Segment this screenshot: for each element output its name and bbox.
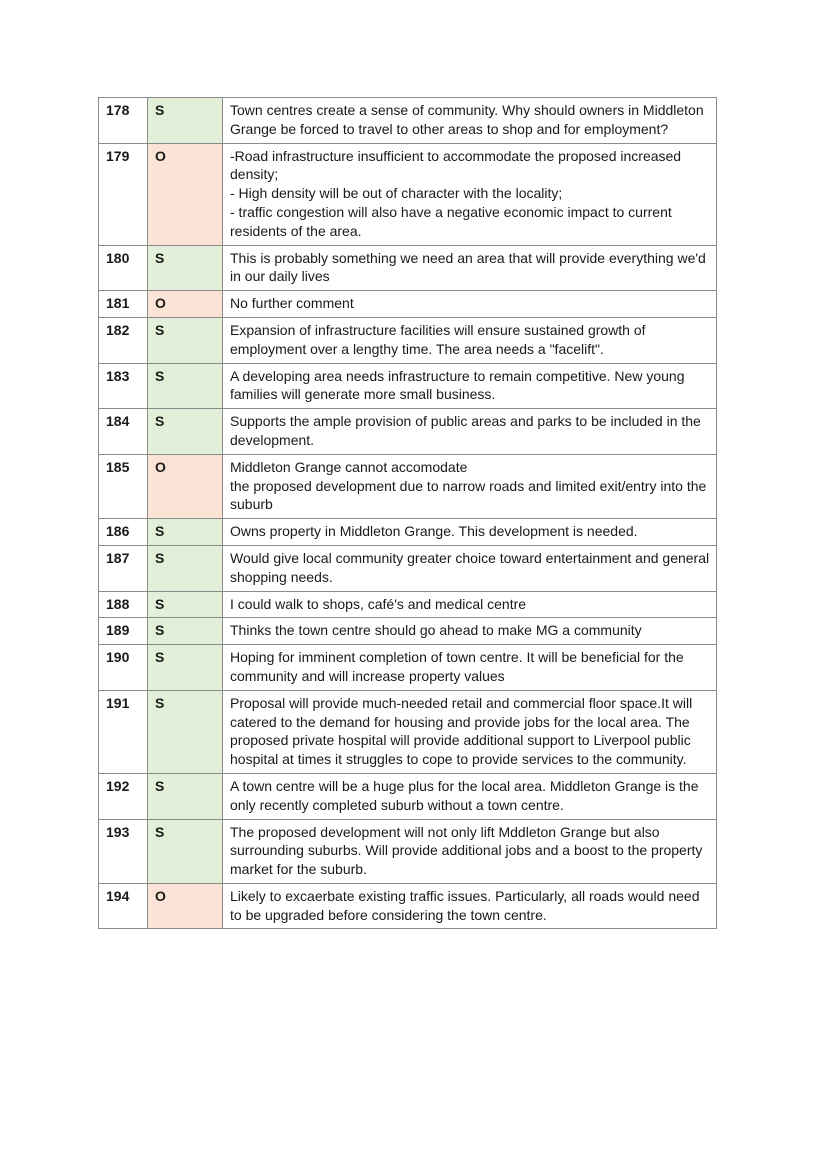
table-row [99, 591, 717, 618]
submission-number: 191 [99, 690, 148, 773]
submission-comment: This is probably something we need an area that will provide everything we'd in our daily lives [223, 245, 717, 291]
table-row [99, 690, 717, 773]
submission-number: 178 [99, 98, 148, 144]
submissions-table [98, 97, 717, 929]
submission-comment: A developing area needs infrastructure to remain competitive. New young families will generate more small business. [223, 363, 717, 409]
table-row [99, 454, 717, 518]
position-code: S [148, 98, 223, 144]
submission-number: 180 [99, 245, 148, 291]
position-code: S [148, 317, 223, 363]
table-row [99, 98, 717, 144]
position-code: S [148, 690, 223, 773]
submission-number: 183 [99, 363, 148, 409]
submission-number: 190 [99, 645, 148, 691]
position-code: O [148, 143, 223, 245]
submissions-table-body [99, 98, 717, 929]
table-row [99, 519, 717, 546]
table-row [99, 819, 717, 883]
submission-comment: A town centre will be a huge plus for the local area. Middleton Grange is the only recently completed suburb without a town centre. [223, 773, 717, 819]
position-code: S [148, 645, 223, 691]
submission-comment: Likely to excaerbate existing traffic issues. Particularly, all roads would need to be upgraded before considering the town centre. [223, 883, 717, 929]
position-code: S [148, 773, 223, 819]
submission-number: 185 [99, 454, 148, 518]
submission-comment: Middleton Grange cannot accomodate the proposed development due to narrow roads and limited exit/entry into the suburb [223, 454, 717, 518]
table-row [99, 773, 717, 819]
position-code: S [148, 363, 223, 409]
table-row [99, 291, 717, 318]
table-row [99, 409, 717, 455]
submission-number: 193 [99, 819, 148, 883]
position-code: S [148, 519, 223, 546]
submission-comment: Expansion of infrastructure facilities will ensure sustained growth of employment over a lengthy time. The area needs a "facelift". [223, 317, 717, 363]
submission-comment: Supports the ample provision of public areas and parks to be included in the development. [223, 409, 717, 455]
submission-number: 179 [99, 143, 148, 245]
table-row [99, 143, 717, 245]
submission-number: 192 [99, 773, 148, 819]
position-code: S [148, 819, 223, 883]
table-row [99, 317, 717, 363]
position-code: O [148, 291, 223, 318]
position-code: S [148, 618, 223, 645]
submission-number: 181 [99, 291, 148, 318]
submission-comment: Hoping for imminent completion of town centre. It will be beneficial for the community and will increase property values [223, 645, 717, 691]
table-row [99, 245, 717, 291]
submission-comment: Proposal will provide much-needed retail and commercial floor space.It will catered to the demand for housing and provide jobs for the local area. The proposed private hospital will provide additional support to Liverpool public hospital at times it struggles to cope to provide services to the community. [223, 690, 717, 773]
submission-comment: Would give local community greater choice toward entertainment and general shopping needs. [223, 545, 717, 591]
table-row [99, 883, 717, 929]
submission-number: 194 [99, 883, 148, 929]
submission-number: 189 [99, 618, 148, 645]
submission-number: 188 [99, 591, 148, 618]
table-row [99, 645, 717, 691]
submission-number: 182 [99, 317, 148, 363]
submission-comment: I could walk to shops, café's and medical centre [223, 591, 717, 618]
submission-number: 184 [99, 409, 148, 455]
submission-number: 186 [99, 519, 148, 546]
position-code: S [148, 409, 223, 455]
table-row [99, 363, 717, 409]
submission-comment: -Road infrastructure insufficient to accommodate the proposed increased density; - High density will be out of character with the locality; - traffic congestion will also have a negative economic impact to current residents of the area. [223, 143, 717, 245]
table-row [99, 618, 717, 645]
position-code: S [148, 591, 223, 618]
submission-comment: Thinks the town centre should go ahead to make MG a community [223, 618, 717, 645]
position-code: S [148, 545, 223, 591]
submission-comment: Town centres create a sense of community. Why should owners in Middleton Grange be forced to travel to other areas to shop and for employment? [223, 98, 717, 144]
submission-comment: Owns property in Middleton Grange. This development is needed. [223, 519, 717, 546]
table-row [99, 545, 717, 591]
position-code: O [148, 883, 223, 929]
position-code: S [148, 245, 223, 291]
submission-comment: No further comment [223, 291, 717, 318]
submission-comment: The proposed development will not only lift Mddleton Grange but also surrounding suburbs. Will provide additional jobs and a boost to the property market for the suburb. [223, 819, 717, 883]
submission-number: 187 [99, 545, 148, 591]
position-code: O [148, 454, 223, 518]
